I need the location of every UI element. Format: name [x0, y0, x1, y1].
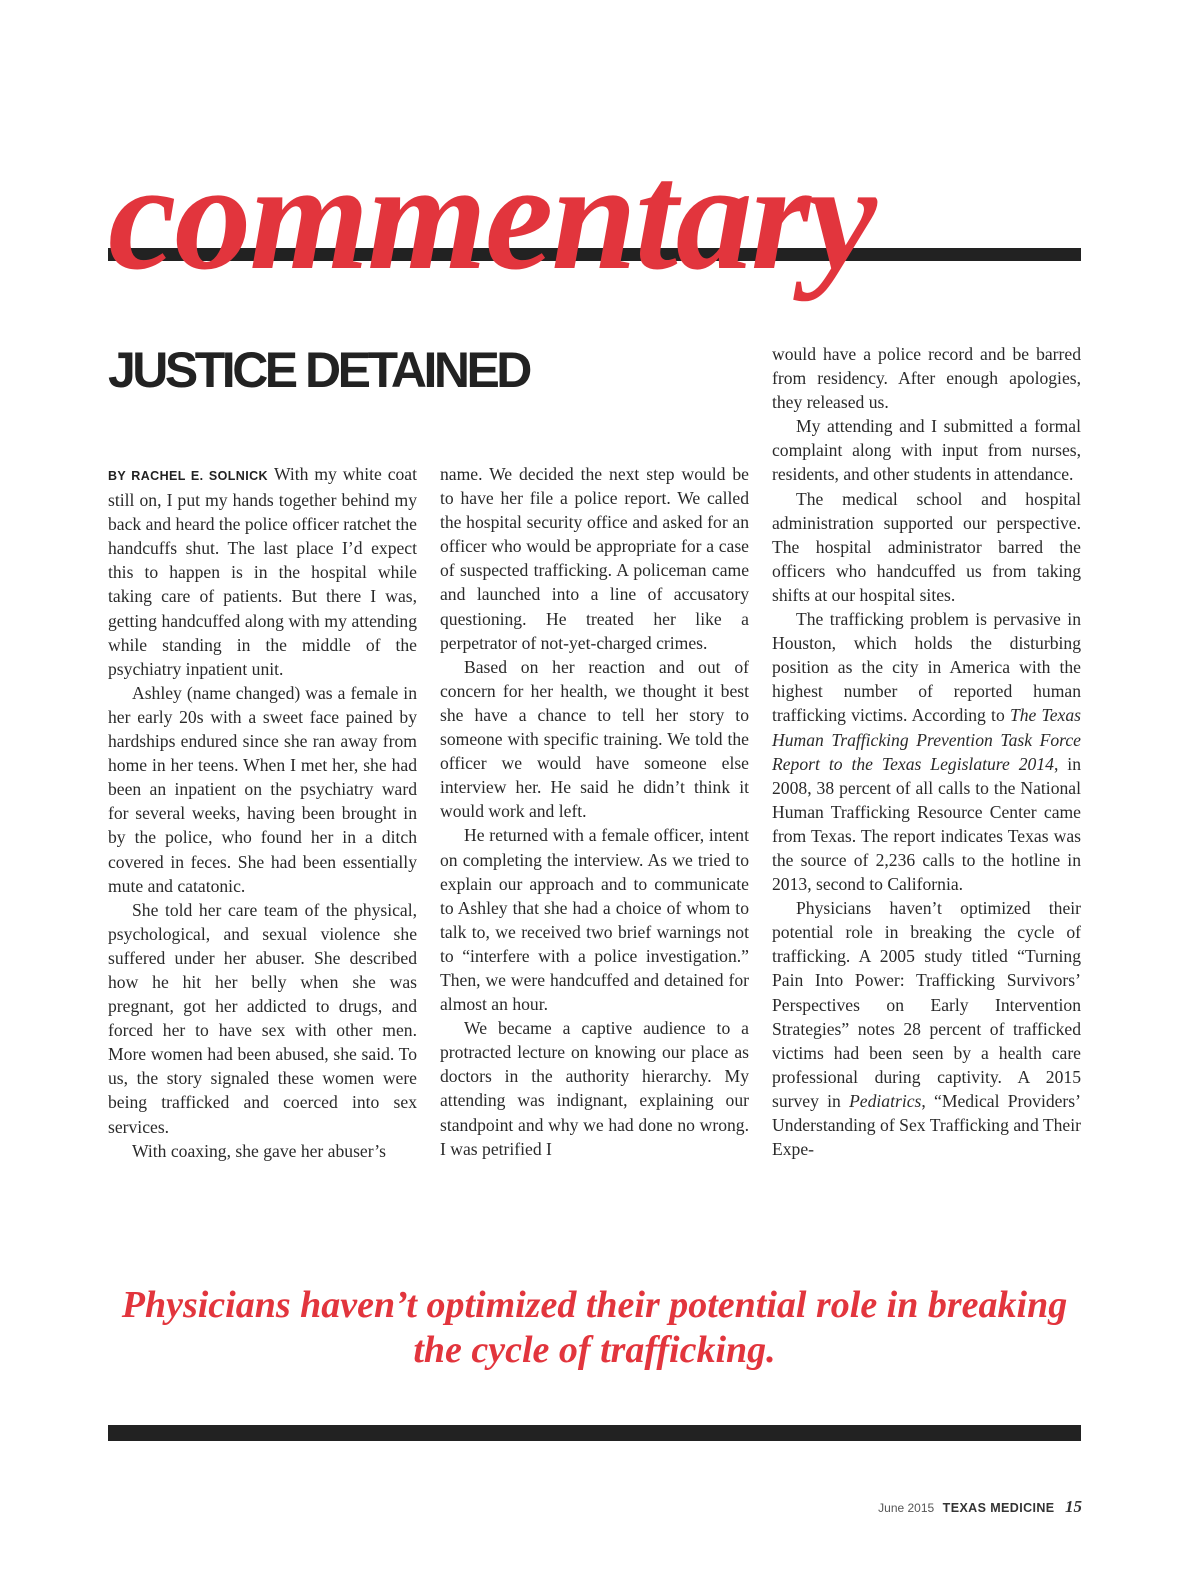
paragraph-text: With my white coat still on, I put my hands together behind my back and heard the police officer ratchet the handcuffs shut. The last place I’d expect this to happen is in the hospital while taking care of patients. But there I was, getting handcuffed along with my attending while standing in the middle of the psychiatry inpatient unit.	[108, 464, 417, 679]
issue-date: June 2015	[878, 1501, 935, 1515]
article-column-1	[108, 462, 417, 1163]
paragraph-text: The trafficking problem is pervasive in Houston, which holds the disturbing position as the city in America with the highest number of reported human trafficking victims. According to	[772, 609, 1081, 726]
page-footer	[878, 1497, 1082, 1517]
article-column-3	[772, 342, 1081, 1161]
paragraph	[772, 896, 1081, 1161]
paragraph-text: , “Medical Providers’ Understanding of Sex Trafficking and Their Expe-	[772, 1090, 1081, 1160]
paragraph: Ashley (name changed) was a female in her early 20s with a sweet face pained by hardships endured since she ran away from home in her teens. When I met her, she had been an inpatient on the psychiatry ward for several weeks, having been brought in by the police, who found her in a ditch covered in feces. She had been essentially mute and catatonic.	[108, 682, 417, 896]
paragraph	[108, 462, 417, 681]
paragraph: would have a police record and be barred from residency. After enough apologies, they released us.	[772, 344, 1081, 413]
paragraph: name. We decided the next step would be to have her file a police report. We called the hospital security office and asked for an officer who would be appropriate for a case of suspected trafficking. A policeman came and launched into a line of accusatory questioning. He treated her like a perpetrator of not-yet-charged crimes.	[440, 464, 749, 653]
pull-quote: Physicians haven’t optimized their potential role in breaking the cycle of trafficking.	[121, 1284, 1068, 1371]
report-title: The Texas Human Trafficking Prevention Task Force Report to the Texas Legislature 2014	[772, 705, 1081, 774]
paragraph-text: , in 2008, 38 percent of all calls to the National Human Trafficking Resource Center came from Texas. The report indicates Texas was the source of 2,236 calls to the hotline in 2013, second to California.	[772, 753, 1081, 895]
paragraph: With coaxing, she gave her abuser’s	[132, 1140, 386, 1161]
paragraph: She told her care team of the physical, psychological, and sexual violence she suffered under her abuser. She described how he hit her belly when she was pregnant, got her addicted to drugs, and forced her to have sex with other men. More women had been abused, she said. To us, the story signaled these women were being trafficked and coerced into sex services.	[108, 899, 417, 1137]
paragraph: Based on her reaction and out of concern for her health, we thought it best she have a chance to tell her story to someone with specific training. We told the officer we would have someone else interview her. He said he didn’t think it would work and left.	[440, 656, 749, 822]
page-number: 15	[1065, 1497, 1082, 1516]
paragraph	[772, 607, 1081, 896]
paragraph: We became a captive audience to a protracted lecture on knowing our place as doctors in the authority hierarchy. My attending was indignant, explaining our standpoint and why we had done no wrong. I was petrified I	[440, 1018, 749, 1159]
byline: BY RACHEL E. SOLNICK	[108, 469, 268, 483]
paragraph: He returned with a female officer, intent on completing the interview. As we tried to explain our approach and to communicate to Ashley that she had a choice of whom to talk to, we received two brief warnings not to “interfere with a police investigation.” Then, we were handcuffed and detained for almost an hour.	[440, 825, 749, 1015]
section-title: commentary	[108, 132, 875, 302]
paragraph-text: Physicians haven’t optimized their potential role in breaking the cycle of trafficking. A 2005 study titled “Turning Pain Into Power: Trafficking Survivors’ Perspectives on Early Intervention Strategies” notes 28 percent of trafficked victims had been seen by a health care professional during captivity. A 2015 survey in	[772, 898, 1081, 1111]
journal-title: Pediatrics	[849, 1090, 922, 1111]
paragraph: My attending and I submitted a formal complaint along with input from nurses, residents, and other students in attendance.	[772, 416, 1081, 485]
article-headline: JUSTICE DETAINED	[108, 342, 529, 398]
paragraph: The medical school and hospital administration supported our perspective. The hospital administrator barred the officers who handcuffed us from taking shifts at our hospital sites.	[772, 488, 1081, 605]
bottom-rule	[108, 1425, 1081, 1441]
magazine-name: TEXAS MEDICINE	[942, 1501, 1055, 1515]
article-column-2	[440, 462, 749, 1161]
